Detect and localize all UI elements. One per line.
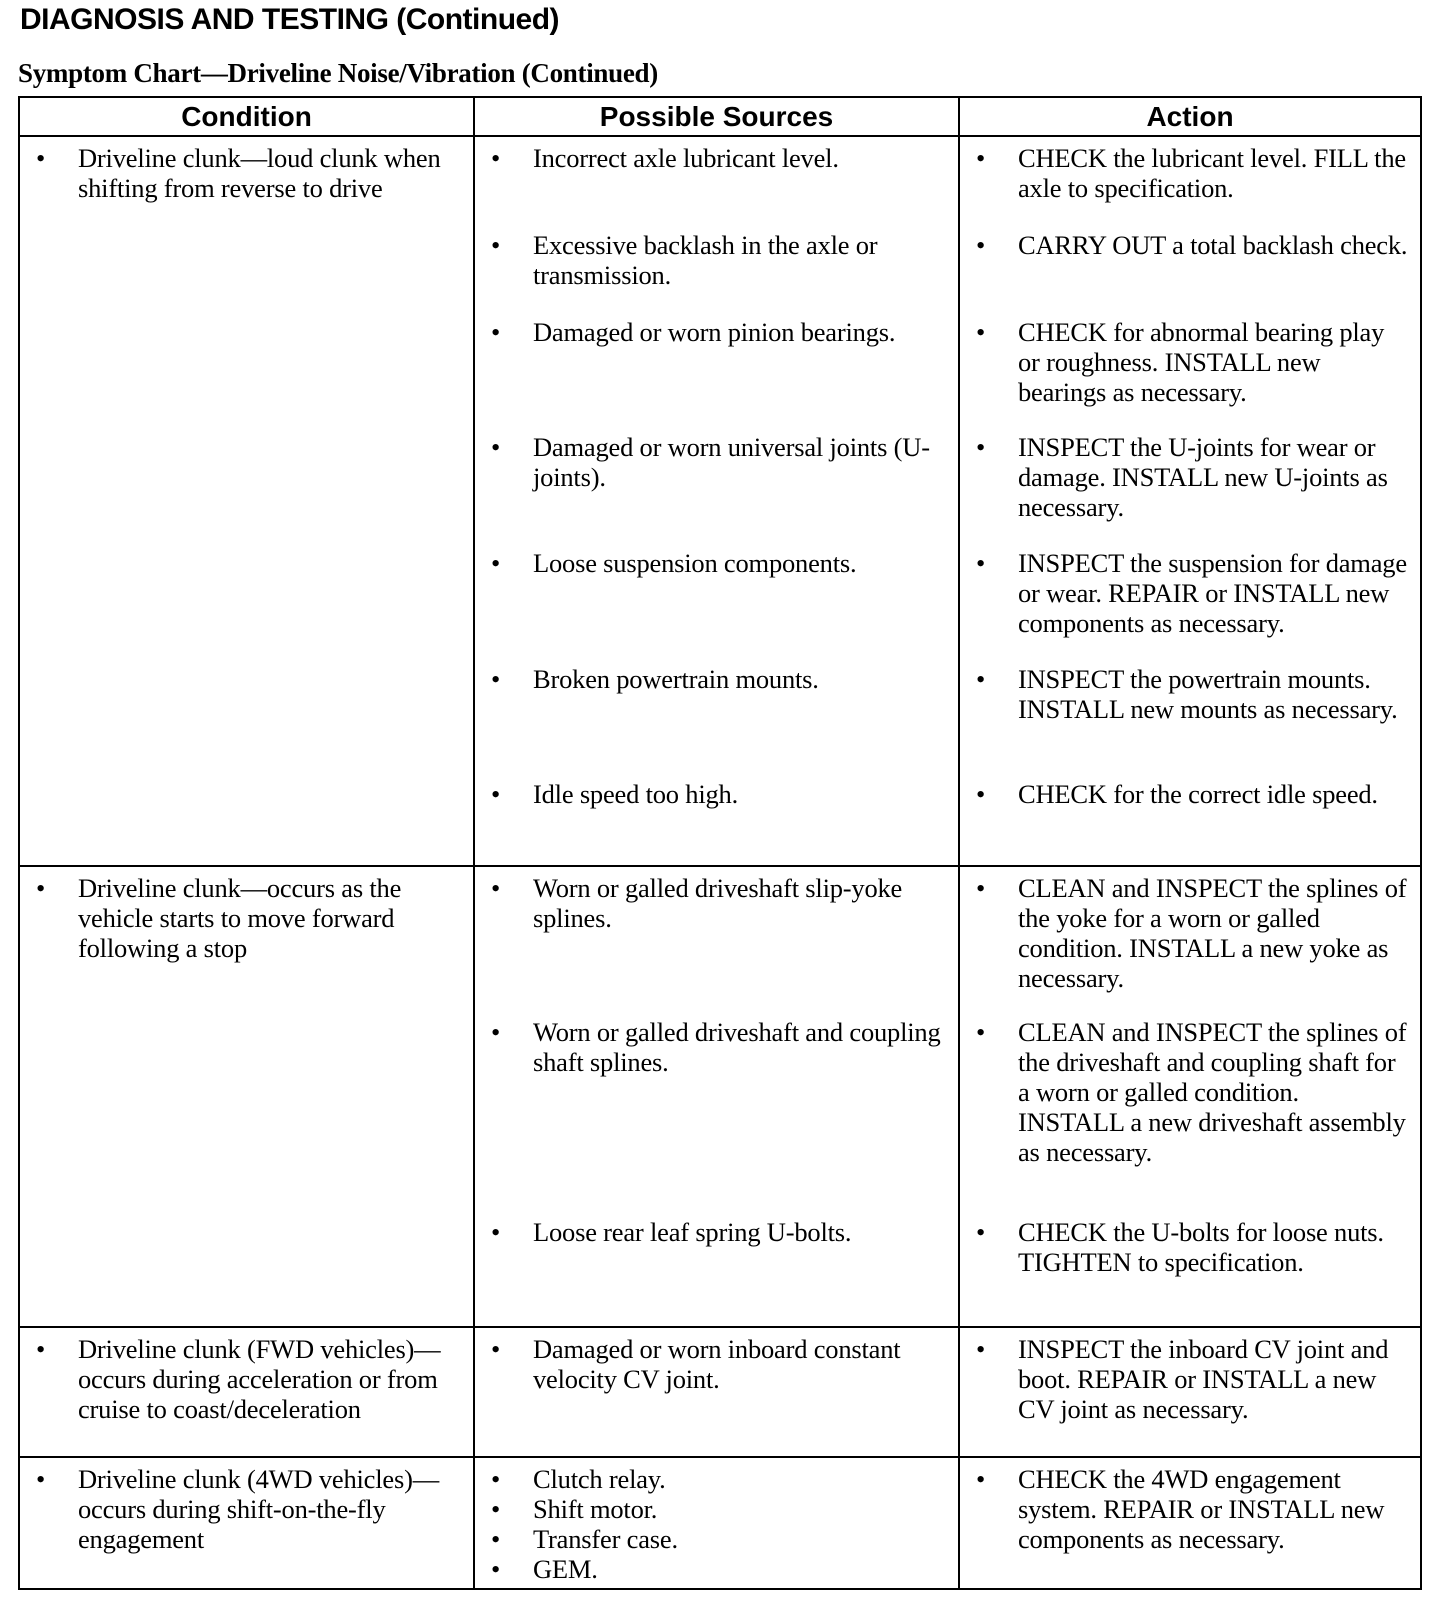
table-header-row: [19, 97, 1421, 136]
bullet-icon: [487, 664, 533, 779]
bullet-icon: [32, 1464, 78, 1554]
source-item: Worn or galled driveshaft slip-yoke splines.: [533, 873, 903, 933]
table-row: [19, 1327, 1421, 1457]
source-item: Excessive backlash in the axle or transmission.: [533, 230, 878, 290]
bullet-icon: [32, 143, 78, 203]
action-cell: [959, 1457, 1421, 1589]
bullet-icon: [487, 230, 533, 317]
action-item: INSPECT the inboard CV joint and boot. REPAIR or INSTALL a new CV joint as necessary.: [1018, 1334, 1389, 1424]
bullet-icon: [487, 873, 533, 1017]
action-cell: [959, 866, 1421, 1327]
bullet-icon: [487, 317, 533, 432]
bullet-icon: [972, 779, 1018, 809]
action-item: CHECK for abnormal bearing play or roughness. INSTALL new bearings as necessary.: [1018, 317, 1385, 407]
symptom-chart-table: [18, 96, 1422, 1590]
bullet-icon: [487, 1554, 533, 1584]
action-item: CLEAN and INSPECT the splines of the driveshaft and coupling shaft for a worn or galled condition. INSTALL a new driveshaft assembly as necessary.: [1018, 1017, 1407, 1167]
source-item: Broken powertrain mounts.: [533, 664, 819, 694]
action-item: INSPECT the U-joints for wear or damage. INSTALL new U-joints as necessary.: [1018, 432, 1388, 522]
action-item: CARRY OUT a total backlash check.: [1018, 230, 1408, 260]
action-item: CHECK the U-bolts for loose nuts. TIGHTEN to specification.: [1018, 1217, 1384, 1277]
source-item: Idle speed too high.: [533, 779, 739, 809]
page-heading: DIAGNOSIS AND TESTING (Continued): [20, 3, 560, 36]
bullet-icon: [487, 432, 533, 548]
condition-cell: [19, 1327, 474, 1457]
bullet-icon: [972, 873, 1018, 1017]
bullet-icon: [487, 779, 533, 809]
action-item: CHECK the 4WD engagement system. REPAIR or INSTALL new components as necessary.: [1018, 1464, 1385, 1554]
bullet-icon: [487, 1217, 533, 1247]
bullet-icon: [972, 548, 1018, 664]
condition-cell: [19, 136, 474, 866]
condition-text: Driveline clunk (4WD vehicles)—occurs during shift-on-the-fly engagement: [78, 1464, 439, 1554]
bullet-icon: [487, 1494, 533, 1524]
source-item: Loose suspension components.: [533, 548, 857, 578]
bullet-icon: [32, 1334, 78, 1424]
table-row: [19, 1457, 1421, 1589]
action-item: CHECK the lubricant level. FILL the axle to specification.: [1018, 143, 1406, 203]
bullet-icon: [972, 230, 1018, 317]
sources-cell: [474, 1457, 959, 1589]
bullet-icon: [972, 317, 1018, 432]
bullet-icon: [487, 548, 533, 664]
bullet-icon: [487, 1334, 533, 1394]
bullet-icon: [972, 432, 1018, 548]
condition-cell: [19, 1457, 474, 1589]
bullet-icon: [32, 873, 78, 963]
source-item: Shift motor.: [533, 1494, 658, 1524]
chart-title: Symptom Chart—Driveline Noise/Vibration (Continued): [18, 58, 658, 88]
source-item: Incorrect axle lubricant level.: [533, 143, 839, 173]
bullet-icon: [972, 1017, 1018, 1217]
column-header-condition: Condition: [19, 97, 474, 136]
action-cell: [959, 136, 1421, 866]
source-item: Transfer case.: [533, 1524, 678, 1554]
action-cell: [959, 1327, 1421, 1457]
condition-text: Driveline clunk (FWD vehicles)—occurs during acceleration or from cruise to coast/deceleration: [78, 1334, 441, 1424]
sources-cell: [474, 136, 959, 866]
table-row: [19, 136, 1421, 866]
source-item: Damaged or worn pinion bearings.: [533, 317, 896, 347]
bullet-icon: [487, 143, 533, 230]
sources-cell: [474, 1327, 959, 1457]
bullet-icon: [972, 664, 1018, 779]
sources-cell: [474, 866, 959, 1327]
source-item: Damaged or worn inboard constant velocity CV joint.: [533, 1334, 901, 1394]
bullet-icon: [972, 1217, 1018, 1277]
bullet-icon: [972, 1334, 1018, 1424]
source-item: GEM.: [533, 1554, 598, 1584]
action-item: INSPECT the powertrain mounts. INSTALL new mounts as necessary.: [1018, 664, 1398, 724]
column-header-possible-sources: Possible Sources: [474, 97, 959, 136]
table-row: [19, 866, 1421, 1327]
bullet-icon: [972, 143, 1018, 230]
column-header-action: Action: [959, 97, 1421, 136]
bullet-icon: [487, 1017, 533, 1217]
action-item: CHECK for the correct idle speed.: [1018, 779, 1378, 809]
source-item: Worn or galled driveshaft and coupling shaft splines.: [533, 1017, 941, 1077]
bullet-icon: [487, 1524, 533, 1554]
source-item: Damaged or worn universal joints (U-joints).: [533, 432, 930, 492]
condition-text: Driveline clunk—occurs as the vehicle starts to move forward following a stop: [78, 873, 402, 963]
source-item: Loose rear leaf spring U-bolts.: [533, 1217, 852, 1247]
bullet-icon: [972, 1464, 1018, 1554]
action-item: INSPECT the suspension for damage or wear. REPAIR or INSTALL new components as necessary.: [1018, 548, 1407, 638]
source-item: Clutch relay.: [533, 1464, 666, 1494]
condition-text: Driveline clunk—loud clunk when shifting from reverse to drive: [78, 143, 441, 203]
action-item: CLEAN and INSPECT the splines of the yoke for a worn or galled condition. INSTALL a new yoke as necessary.: [1018, 873, 1407, 993]
condition-cell: [19, 866, 474, 1327]
bullet-icon: [487, 1464, 533, 1494]
